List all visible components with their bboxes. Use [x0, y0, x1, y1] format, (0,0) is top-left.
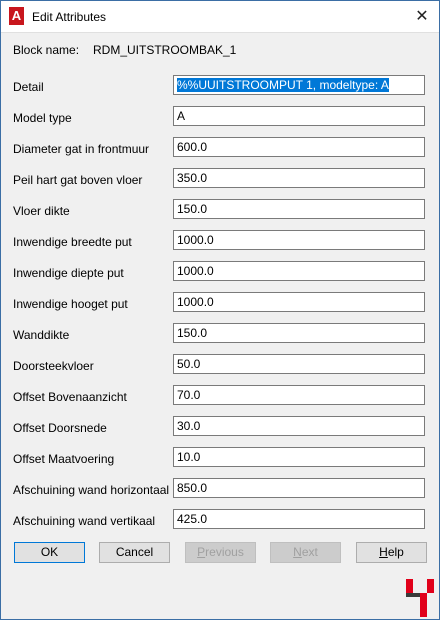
attribute-input-inwendige-breedte[interactable]: 1000.0: [173, 230, 425, 250]
attribute-label-wanddikte: Wanddikte: [13, 328, 70, 342]
attribute-input-wanddikte[interactable]: 150.0: [173, 323, 425, 343]
attribute-input-inwendige-hooget[interactable]: 1000.0: [173, 292, 425, 312]
attribute-label-inwendige-breedte: Inwendige breedte put: [13, 235, 132, 249]
attribute-input-detail[interactable]: [173, 75, 425, 95]
attribute-input-detail-text: %%UUITSTROOMPUT 1, modeltype: A: [177, 78, 389, 92]
autocad-app-icon: A: [9, 7, 24, 25]
attribute-label-model-type: Model type: [13, 111, 72, 125]
help-button[interactable]: Help: [356, 542, 427, 563]
attribute-label-afschuining-horizontaal: Afschuining wand horizontaal: [13, 483, 170, 497]
attribute-input-offset-maatvoering[interactable]: 10.0: [173, 447, 425, 467]
block-name-label: Block name:: [13, 43, 80, 57]
attribute-label-offset-bovenaanzicht: Offset Bovenaanzicht: [13, 390, 127, 404]
attribute-input-doorsteekvloer[interactable]: 50.0: [173, 354, 425, 374]
cancel-button[interactable]: Cancel: [99, 542, 170, 563]
attribute-label-afschuining-vertikaal: Afschuining wand vertikaal: [13, 514, 156, 528]
attribute-label-offset-doorsnede: Offset Doorsnede: [13, 421, 107, 435]
attribute-input-vloer-dikte[interactable]: 150.0: [173, 199, 425, 219]
attribute-label-diameter-gat: Diameter gat in frontmuur: [13, 142, 150, 156]
title-bar: [1, 1, 439, 33]
next-button[interactable]: Next: [270, 542, 341, 563]
attribute-label-inwendige-hooget: Inwendige hooget put: [13, 297, 128, 311]
ok-button[interactable]: OK: [14, 542, 85, 563]
attribute-label-doorsteekvloer: Doorsteekvloer: [13, 359, 94, 373]
block-name-value: RDM_UITSTROOMBAK_1: [93, 43, 237, 57]
attribute-label-peil-hart-gat: Peil hart gat boven vloer: [13, 173, 143, 187]
previous-button[interactable]: Previous: [185, 542, 256, 563]
window-title: Edit Attributes: [32, 10, 107, 24]
attribute-input-offset-bovenaanzicht[interactable]: 70.0: [173, 385, 425, 405]
attribute-input-afschuining-horizontaal[interactable]: 850.0: [173, 478, 425, 498]
brand-mark-icon: [406, 579, 434, 617]
attribute-input-inwendige-diepte[interactable]: 1000.0: [173, 261, 425, 281]
attribute-input-offset-doorsnede[interactable]: 30.0: [173, 416, 425, 436]
close-button[interactable]: ✕: [415, 8, 429, 25]
attribute-label-vloer-dikte: Vloer dikte: [13, 204, 70, 218]
attribute-label-inwendige-diepte: Inwendige diepte put: [13, 266, 124, 280]
attribute-label-detail: Detail: [13, 80, 44, 94]
attribute-label-offset-maatvoering: Offset Maatvoering: [13, 452, 115, 466]
attribute-input-diameter-gat[interactable]: 600.0: [173, 137, 425, 157]
attribute-input-model-type[interactable]: A: [173, 106, 425, 126]
attribute-input-peil-hart-gat[interactable]: 350.0: [173, 168, 425, 188]
attribute-input-afschuining-vertikaal[interactable]: 425.0: [173, 509, 425, 529]
